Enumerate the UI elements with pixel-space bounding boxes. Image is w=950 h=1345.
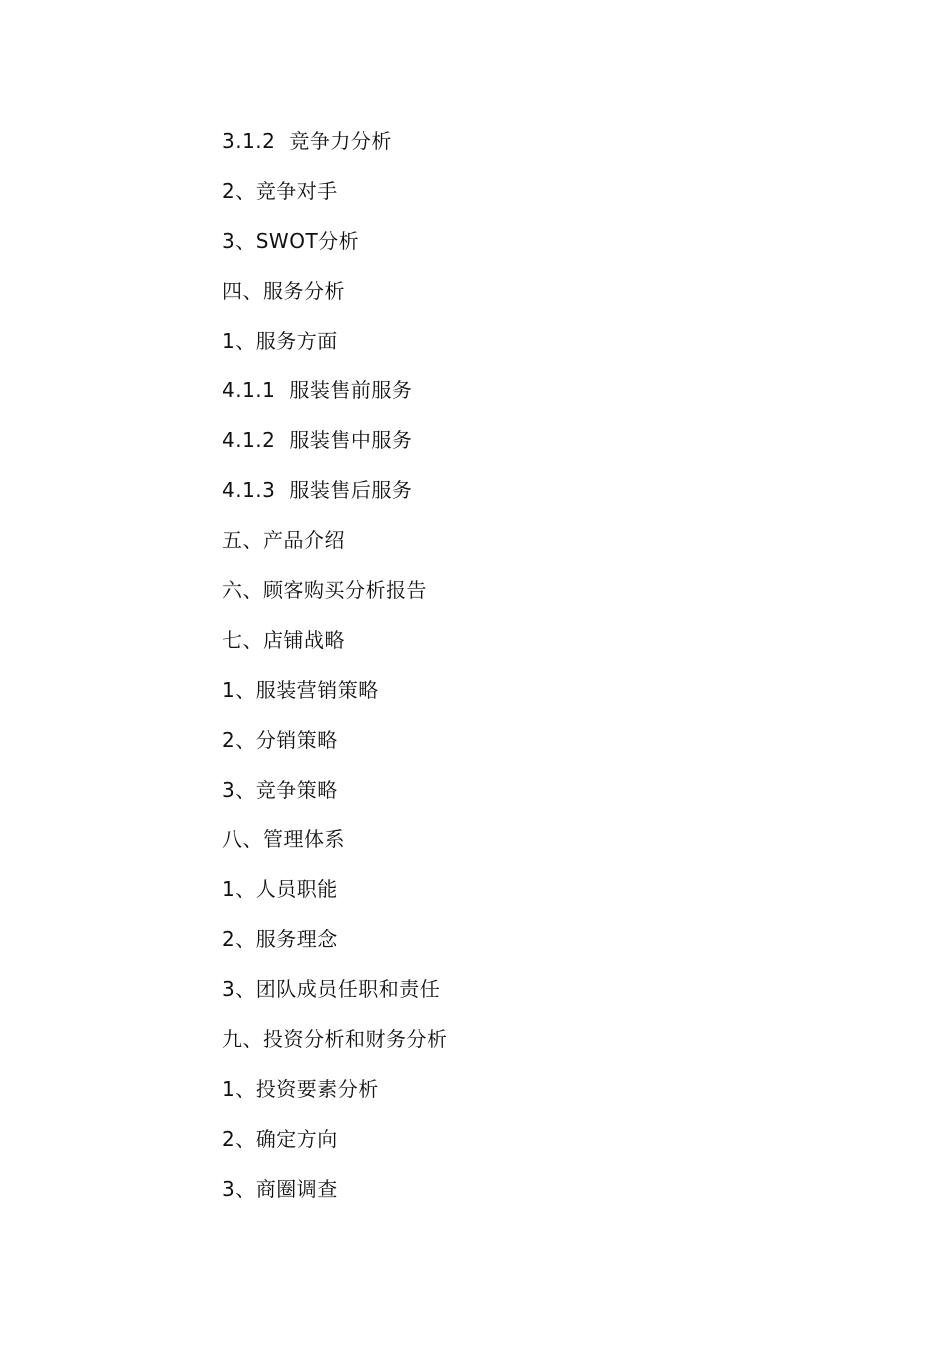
toc-item-text: 服装售后服务 [289, 478, 413, 503]
toc-item [222, 423, 448, 473]
toc-item-number: 4.1.1 [222, 378, 276, 403]
toc-item [222, 723, 448, 773]
toc-item-text: 确定方向 [255, 1126, 338, 1151]
toc-item-number: 3、 [222, 1176, 256, 1201]
toc-item-number: 2、 [222, 1126, 256, 1151]
toc-item-number: 五、 [222, 528, 263, 553]
toc-item-number: 3、 [222, 777, 256, 802]
toc-item [222, 523, 448, 573]
toc-item-text: 服务分析 [263, 278, 345, 303]
toc-item-number: 七、 [222, 627, 263, 652]
toc-item [222, 1072, 448, 1122]
toc-item-text: 管理体系 [263, 827, 345, 852]
table-of-contents [222, 124, 448, 1222]
toc-item-text: 投资要素分析 [255, 1076, 379, 1101]
toc-item-number: 1、 [222, 877, 256, 902]
toc-item-number: 1、 [222, 677, 256, 702]
toc-item-text: SWOT分析 [255, 228, 360, 253]
toc-item-number: 1、 [222, 1076, 256, 1101]
toc-item-number: 4.1.3 [222, 478, 276, 503]
toc-item [222, 773, 448, 823]
toc-item-number: 3.1.2 [222, 129, 276, 153]
toc-item-number: 四、 [222, 278, 263, 303]
toc-item-number: 2、 [222, 727, 256, 752]
toc-item [222, 573, 448, 623]
toc-item-text: 产品介绍 [263, 528, 345, 553]
toc-item-text: 服务理念 [255, 927, 338, 952]
toc-item-number: 2、 [222, 178, 256, 203]
toc-item-text: 投资分析和财务分析 [263, 1027, 448, 1052]
toc-item-text: 店铺战略 [263, 627, 345, 652]
toc-item-text: 服装售前服务 [289, 378, 413, 403]
toc-item [222, 373, 448, 423]
toc-item-number: 4.1.2 [222, 428, 276, 453]
toc-item [222, 224, 448, 274]
toc-item [222, 124, 448, 174]
toc-item [222, 1022, 448, 1072]
toc-item [222, 1172, 448, 1222]
toc-item-number: 1、 [222, 328, 256, 353]
toc-item-text: 分销策略 [255, 727, 338, 752]
toc-item [222, 324, 448, 374]
toc-item-text: 商圈调查 [255, 1176, 338, 1201]
toc-item [222, 972, 448, 1022]
toc-item-text: 服装营销策略 [255, 677, 379, 702]
toc-item-number: 八、 [222, 827, 263, 852]
toc-item-text: 竞争对手 [255, 178, 338, 203]
toc-item [222, 822, 448, 872]
toc-item [222, 872, 448, 922]
toc-item-text: 服装售中服务 [289, 428, 413, 453]
toc-item [222, 274, 448, 324]
toc-item-text: 人员职能 [255, 877, 338, 902]
toc-item-text: 服务方面 [255, 328, 338, 353]
toc-item [222, 922, 448, 972]
toc-item-number: 六、 [222, 578, 263, 603]
toc-item [222, 1122, 448, 1172]
toc-item-number: 3、 [222, 977, 256, 1002]
toc-item [222, 473, 448, 523]
toc-item-number: 2、 [222, 927, 256, 952]
toc-item-text: 团队成员任职和责任 [255, 977, 441, 1002]
toc-item [222, 673, 448, 723]
toc-item [222, 623, 448, 673]
toc-item-number: 3、 [222, 228, 256, 253]
toc-item [222, 174, 448, 224]
toc-item-number: 九、 [222, 1027, 263, 1052]
toc-item-text: 竞争力分析 [289, 129, 392, 153]
toc-item-text: 顾客购买分析报告 [263, 578, 427, 603]
toc-item-text: 竞争策略 [255, 777, 338, 802]
